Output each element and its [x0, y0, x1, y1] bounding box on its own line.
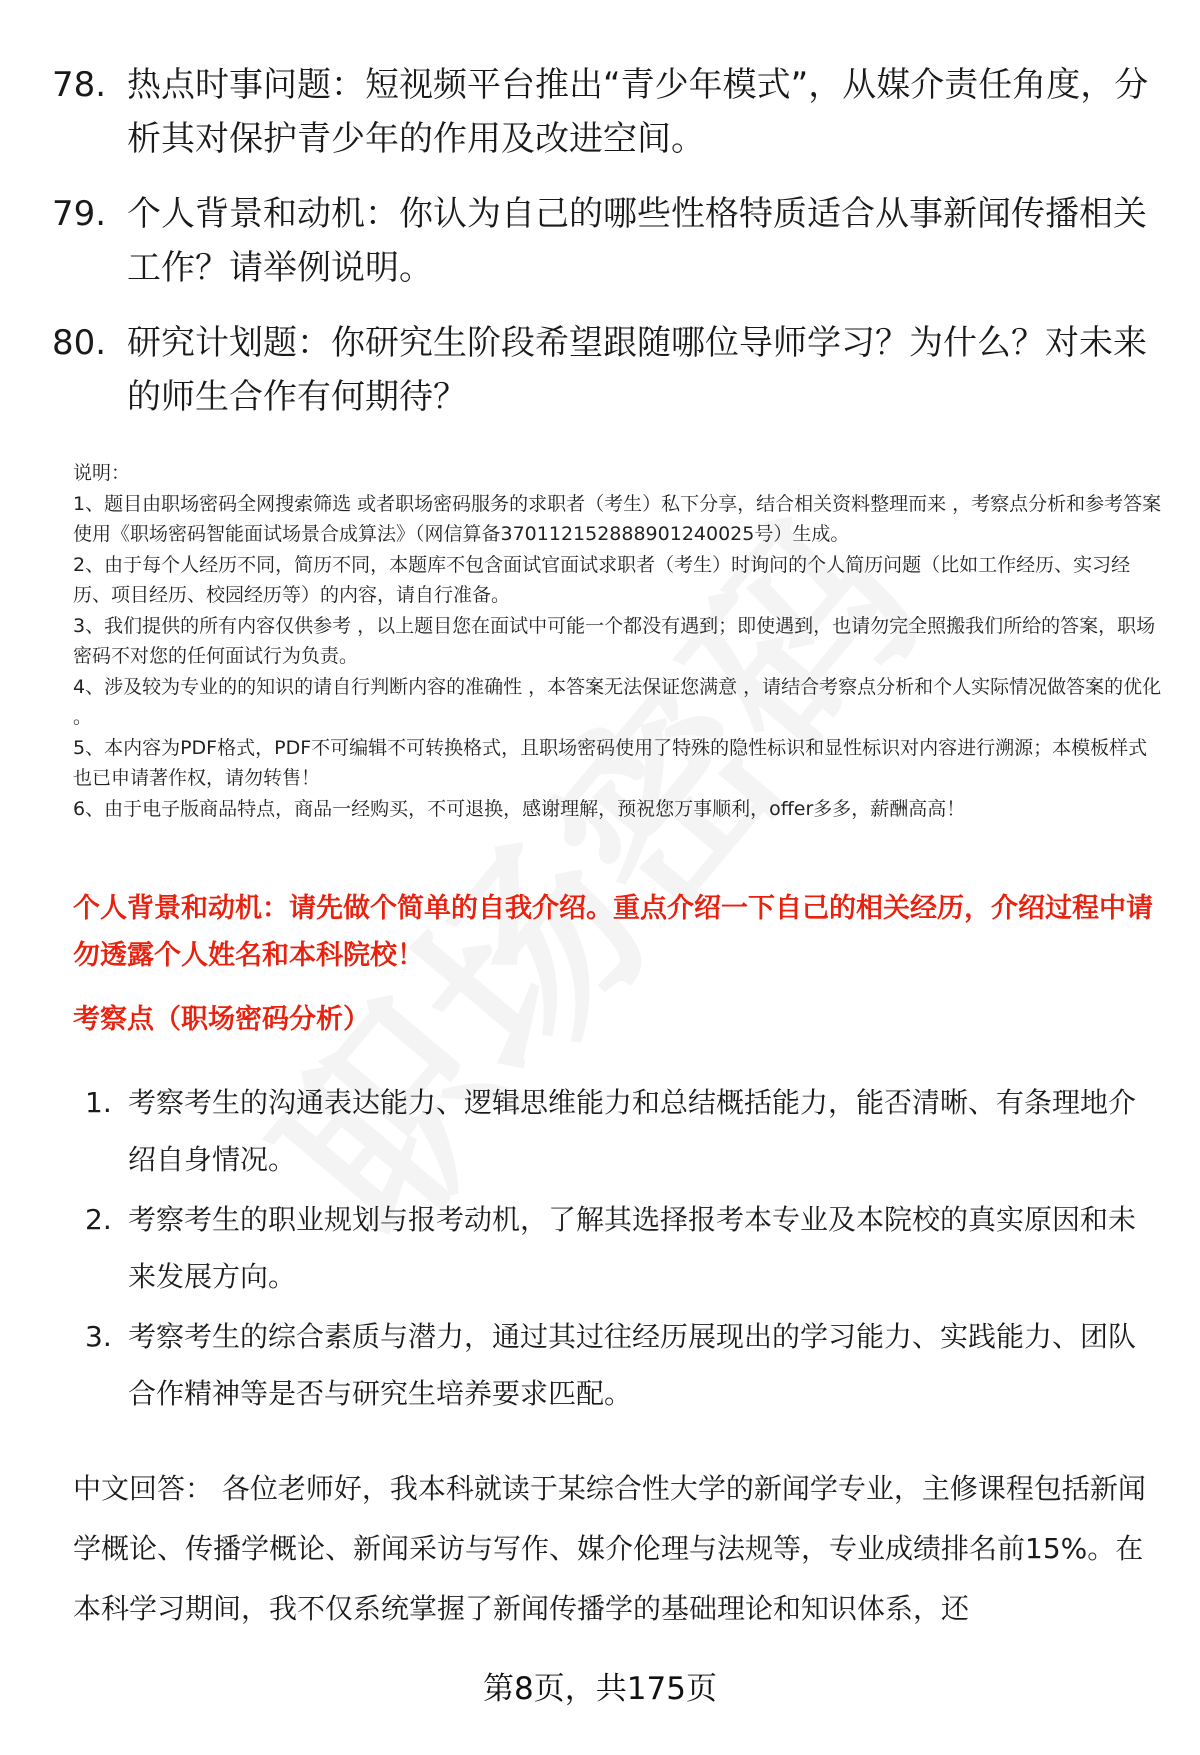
- answer-paragraph: 中文回答： 各位老师好，我本科就读于某综合性大学的新闻学专业，主修课程包括新闻学概论、传播学概论、新闻采访与写作、媒介伦理与法规等，专业成绩排名前15%。在本科学习期间，我不仅系统掌握了新闻传播学的基础理论和知识体系，还: [73, 1472, 1146, 1625]
- point-number: 2.: [85, 1203, 112, 1236]
- note-item: 6、由于电子版商品特点，商品一经购买，不可退换，感谢理解，预祝您万事顺利，offer多多，薪酬高高！: [73, 797, 966, 820]
- assessment-point: [85, 1308, 1155, 1422]
- point-text: 考察考生的职业规划与报考动机，了解其选择报考本专业及本院校的真实原因和未来发展方向。: [128, 1203, 1137, 1293]
- point-text: 考察考生的沟通表达能力、逻辑思维能力和总结概括能力，能否清晰、有条理地介绍自身情况。: [128, 1086, 1137, 1176]
- question-text: 热点时事问题：短视频平台推出“青少年模式”，从媒介责任角度，分析其对保护青少年的作用及改进空间。: [127, 65, 1149, 159]
- section-subheading: 考察点（职场密码分析）: [73, 1004, 370, 1035]
- question-number: 78.: [52, 65, 107, 105]
- question-item: [52, 316, 1152, 424]
- question-text: 研究计划题：你研究生阶段希望跟随哪位导师学习？为什么？对未来的师生合作有何期待？: [127, 323, 1147, 417]
- question-list: [52, 58, 1152, 445]
- page-footer: 第8页，共175页: [483, 1671, 717, 1707]
- notes-block: [73, 458, 1163, 824]
- note-item: 3、我们提供的所有内容仅供参考 ，以上题目您在面试中可能一个都没有遇到；即使遇到，也请勿完全照搬我们所给的答案，职场密码不对您的任何面试行为负责。: [73, 614, 1156, 667]
- point-text: 考察考生的综合素质与潜力，通过其过往经历展现出的学习能力、实践能力、团队合作精神等是否与研究生培养要求匹配。: [128, 1320, 1137, 1410]
- note-item: 1、题目由职场密码全网搜索筛选 或者职场密码服务的求职者（考生）私下分享，结合相关资料整理而来 ，考察点分析和参考答案使用《职场密码智能面试场景合成算法》（网信算备370112152888901240025号）生成。: [73, 492, 1162, 545]
- question-text: 个人背景和动机：你认为自己的哪些性格特质适合从事新闻传播相关工作？请举例说明。: [127, 194, 1147, 288]
- notes-title: 说明：: [73, 462, 131, 484]
- question-number: 80.: [52, 323, 107, 363]
- assessment-point: [85, 1191, 1155, 1305]
- assessment-points: [85, 1074, 1155, 1425]
- note-item: 5、本内容为PDF格式，PDF不可编辑不可转换格式，且职场密码使用了特殊的隐性标识和显性标识对内容进行溯源；本模板样式也已申请著作权，请勿转售！: [73, 736, 1148, 789]
- point-number: 3.: [85, 1320, 112, 1353]
- assessment-point: [85, 1074, 1155, 1188]
- note-item: 4、涉及较为专业的的知识的请自行判断内容的准确性 ，本答案无法保证您满意 ，请结合考察点分析和个人实际情况做答案的优化 。: [73, 675, 1162, 728]
- question-item: [52, 187, 1152, 295]
- note-item: 2、由于每个人经历不同，简历不同，本题库不包含面试官面试求职者（考生）时询问的个人简历问题（比如工作经历、实习经历、项目经历、校园经历等）的内容，请自行准备。: [73, 553, 1131, 606]
- point-number: 1.: [85, 1086, 112, 1119]
- question-number: 79.: [52, 194, 107, 234]
- question-item: [52, 58, 1152, 166]
- section-heading: 个人背景和动机：请先做个简单的自我介绍。重点介绍一下自己的相关经历，介绍过程中请勿透露个人姓名和本科院校！: [73, 893, 1153, 971]
